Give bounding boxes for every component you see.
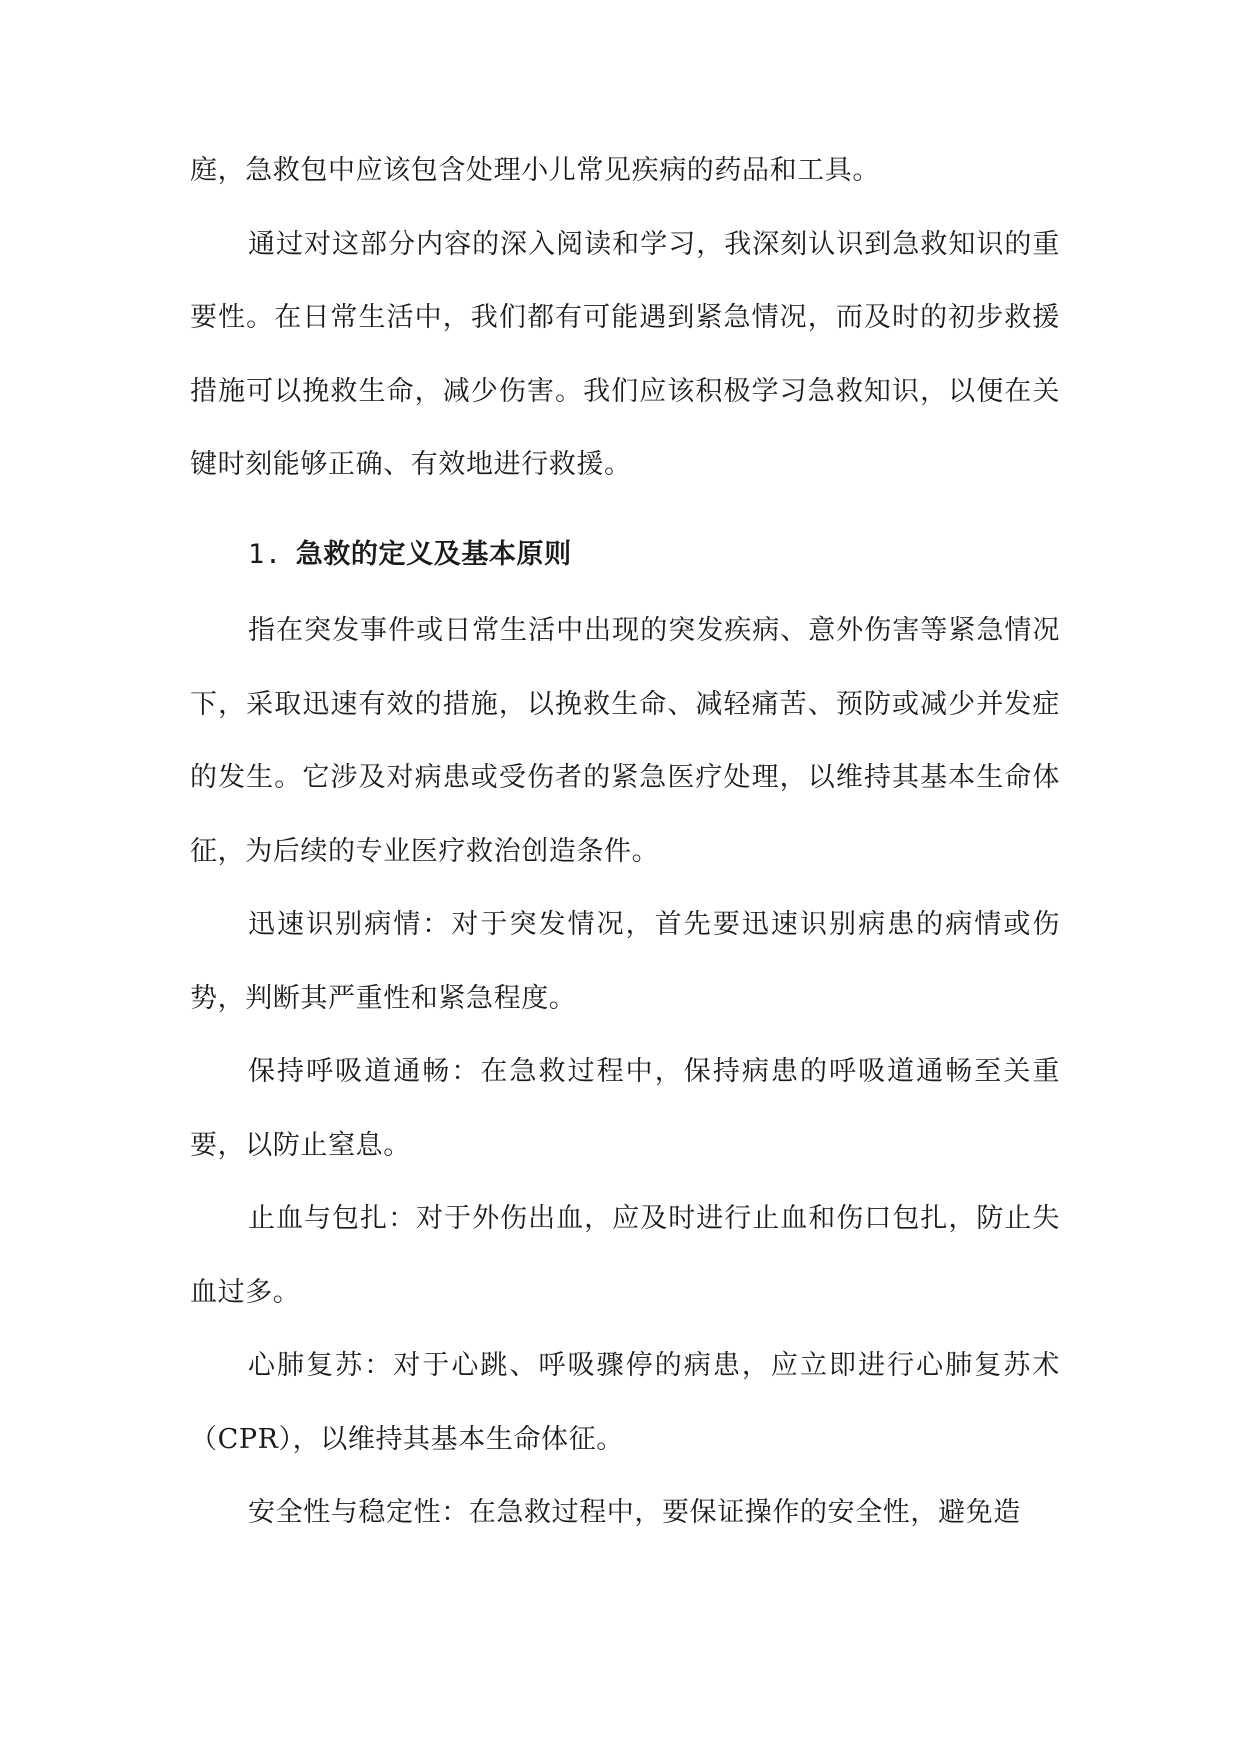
section-number: 1. xyxy=(248,538,282,570)
paragraph-continuation: 庭，急救包中应该包含处理小儿常见疾病的药品和工具。 xyxy=(190,155,880,186)
paragraph-principle-identify: 迅速识别病情：对于突发情况，首先要迅速识别病患的病情或伤势，判断其严重性和紧急程度。 xyxy=(190,909,1060,1014)
section-heading xyxy=(190,502,1060,595)
document-body xyxy=(190,134,1060,1550)
paragraph-principle-cpr: 心肺复苏：对于心跳、呼吸骤停的病患，应立即进行心肺复苏术（CPR），以维持其基本生命体征。 xyxy=(190,1350,1060,1455)
paragraph-principle-airway: 保持呼吸道通畅：在急救过程中，保持病患的呼吸道通畅至关重要，以防止窒息。 xyxy=(190,1056,1060,1161)
paragraph-principle-safety: 安全性与稳定性：在急救过程中，要保证操作的安全性，避免造 xyxy=(248,1497,1021,1528)
paragraph-reflection: 通过对这部分内容的深入阅读和学习，我深刻认识到急救知识的重要性。在日常生活中，我们都有可能遇到紧急情况，而及时的初步救援措施可以挽救生命，减少伤害。我们应该积极学习急救知识，以便在关键时刻能够正确、有效地进行救援。 xyxy=(190,228,1060,480)
section-title: 急救的定义及基本原则 xyxy=(295,538,572,570)
paragraph-definition: 指在突发事件或日常生活中出现的突发疾病、意外伤害等紧急情况下，采取迅速有效的措施，以挽救生命、减轻痛苦、预防或减少并发症的发生。它涉及对病患或受伤者的紧急医疗处理，以维持其基本生命体征，为后续的专业医疗救治创造条件。 xyxy=(190,615,1060,867)
paragraph-principle-bleeding: 止血与包扎：对于外伤出血，应及时进行止血和伤口包扎，防止失血过多。 xyxy=(190,1203,1060,1308)
